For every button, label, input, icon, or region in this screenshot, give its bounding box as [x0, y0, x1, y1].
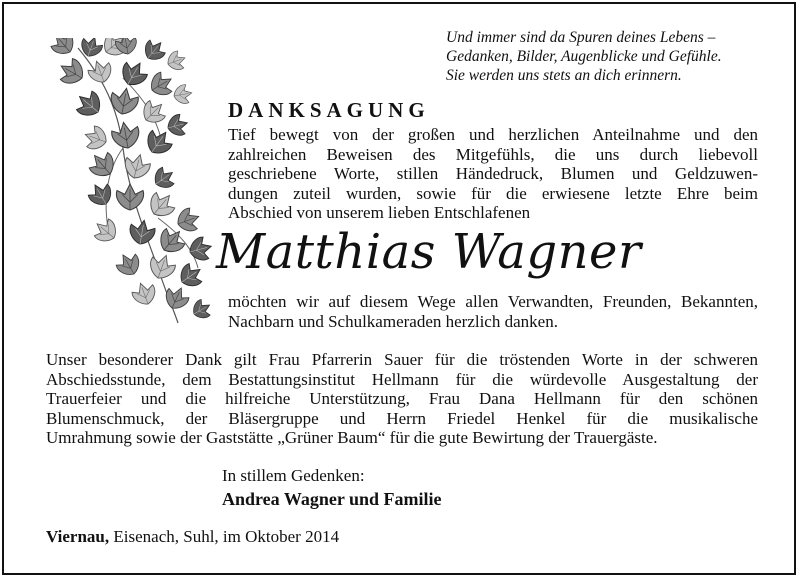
memorial-quote	[446, 28, 786, 85]
memory-line: In stillem Gedenken:	[222, 466, 365, 485]
intro-line: Abschied von unserem lieben Entschlafenen	[228, 203, 531, 223]
intro-line: dungen zuteil wurden, sowie für die erwiesene letzte Ehre beim	[228, 183, 758, 203]
notice-heading: DANKSAGUNG	[228, 98, 430, 122]
place-date-line	[46, 527, 339, 547]
ivy-leaves-icon	[48, 38, 218, 328]
quote-line: Gedanken, Bilder, Augenblicke und Gefühle.	[446, 48, 722, 65]
deceased-name: Matthias Wagner	[216, 224, 642, 280]
intro-line: Tief bewegt von der großen und herzlichen Anteilnahme und den	[228, 125, 758, 144]
thanks-line: möchten wir auf diesem Wege allen Verwandten, Freunden, Bekannten,	[228, 292, 758, 311]
special-thanks-line: Abschiedsstunde, dem Bestattungsinstitut Hellmann für die würdevolle Ausgestaltung der	[46, 369, 758, 389]
quote-line: Sie werden uns stets an dich erinnern.	[446, 67, 682, 84]
intro-line: zahlreichen Beweisen des Mitgefühls, die uns durch liebevoll	[228, 144, 758, 164]
special-thanks-paragraph	[46, 350, 758, 448]
thanks-line: Nachbarn und Schulkameraden herzlich danken.	[228, 311, 558, 331]
quote-line: Und immer sind da Spuren deines Lebens –	[446, 29, 716, 46]
intro-line: geschriebene Worte, stillen Händedruck, Blumen und Geldzuwen-	[228, 164, 758, 184]
family-signature: Andrea Wagner und Familie	[222, 489, 442, 509]
place-town: Viernau,	[46, 527, 110, 546]
special-thanks-line: Blumenschmuck, der Bläsergruppe und Herrn Friedel Henkel für die musikalische	[46, 408, 758, 428]
special-thanks-line: Umrahmung sowie der Gaststätte „Grüner Baum“ für die gute Bewirtung der Trauergäste.	[46, 428, 658, 448]
place-rest: Eisenach, Suhl, im Oktober 2014	[109, 527, 340, 546]
thanks-paragraph	[228, 292, 758, 331]
special-thanks-line: Trauerfeier und die hilfreiche Unterstützung, Frau Dana Hellmann für den schönen	[46, 389, 758, 409]
special-thanks-line: Unser besonderer Dank gilt Frau Pfarrerin Sauer für die tröstenden Worte in der schweren	[46, 350, 758, 369]
intro-paragraph	[228, 125, 758, 223]
